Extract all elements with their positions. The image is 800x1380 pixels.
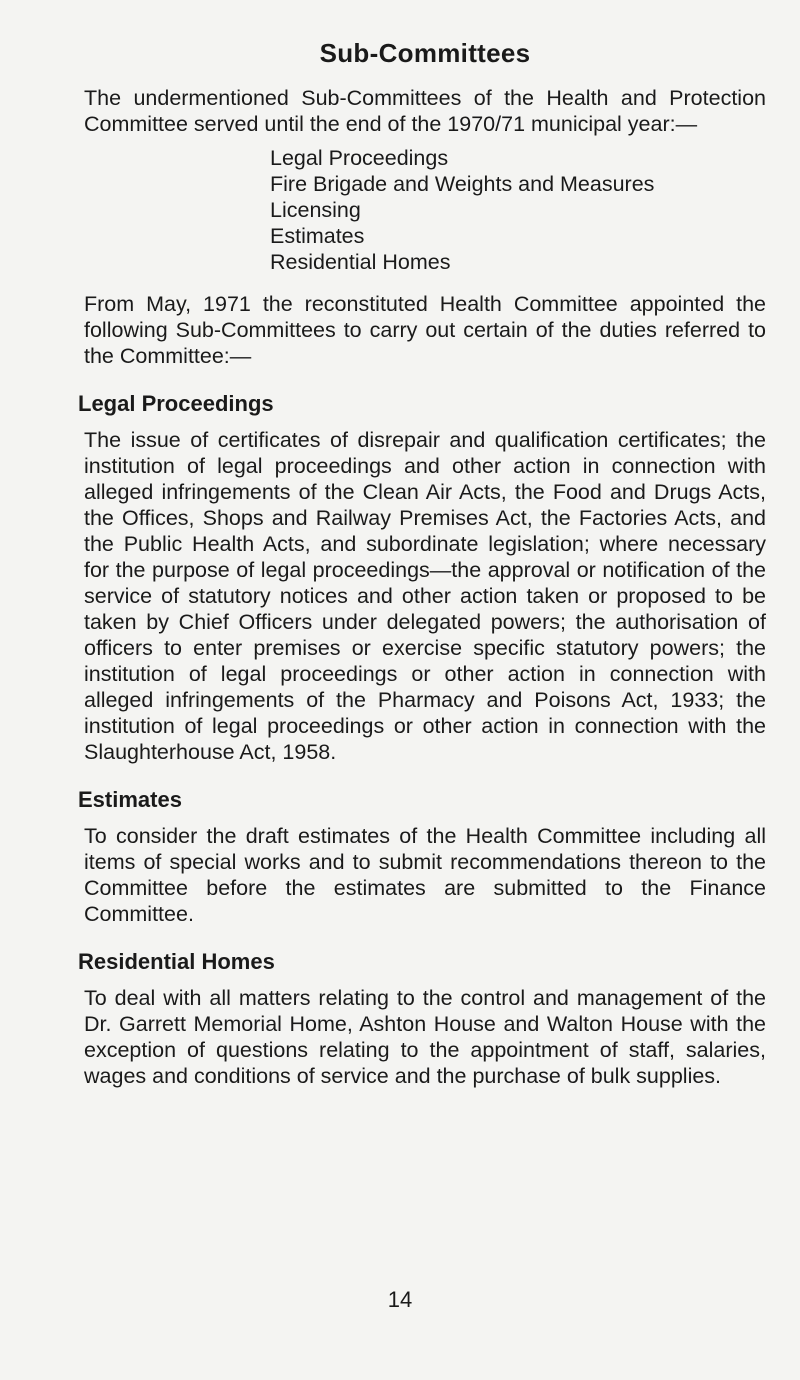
intro-paragraph: The undermentioned Sub-Committees of the Health and Protection Committee served until the end of the 1970/71 municipal year:— xyxy=(84,86,766,136)
section-body: To consider the draft estimates of the Health Committee including all items of special works and to submit recommendations thereon to the Committee before the estimates are submitted to the Finance Committee. xyxy=(84,824,766,926)
section-heading: Residential Homes xyxy=(78,949,275,974)
list-item: Fire Brigade and Weights and Measures xyxy=(270,172,655,196)
sub-committee-list xyxy=(270,145,766,275)
section-heading: Legal Proceedings xyxy=(78,391,274,416)
section-legal-proceedings xyxy=(78,391,766,765)
section-residential-homes xyxy=(78,949,766,1089)
section-heading: Estimates xyxy=(78,787,182,812)
section-body: The issue of certificates of disrepair and qualification certificates; the institution of legal proceedings and other action in connection with alleged infringements of the Clean Air Acts, the Food and Drugs Acts, the Offices, Shops and Railway Premises Act, the Factories Acts, and the Public Health Acts, and subordinate legislation; where necessary for the purpose of legal proceedings—the approval or notification of the service of statutory notices and other action taken or proposed to be taken by Chief Officers under delegated powers; the authorisation of officers to enter premises or exercise specific statutory powers; the institution of legal proceedings or other action in connection with alleged infringements of the Pharmacy and Poisons Act, 1933; the institution of legal proceedings or other action in connection with the Slaughterhouse Act, 1958. xyxy=(84,428,766,764)
list-item: Residential Homes xyxy=(270,250,451,274)
section-body: To deal with all matters relating to the control and management of the Dr. Garrett Memorial Home, Ashton House and Walton House with the exception of questions relating to the appointment of staff, salaries, wages and conditions of service and the purchase of bulk supplies. xyxy=(84,986,766,1088)
list-item: Estimates xyxy=(270,224,365,248)
section-estimates xyxy=(78,787,766,927)
from-may-paragraph: From May, 1971 the reconstituted Health Committee appointed the following Sub-Committees to carry out certain of the duties referred to the Committee:— xyxy=(84,292,766,368)
list-item: Legal Proceedings xyxy=(270,146,449,170)
page-title: Sub-Committees xyxy=(319,38,531,68)
list-item: Licensing xyxy=(270,198,361,222)
page-number: 14 xyxy=(387,1287,413,1312)
